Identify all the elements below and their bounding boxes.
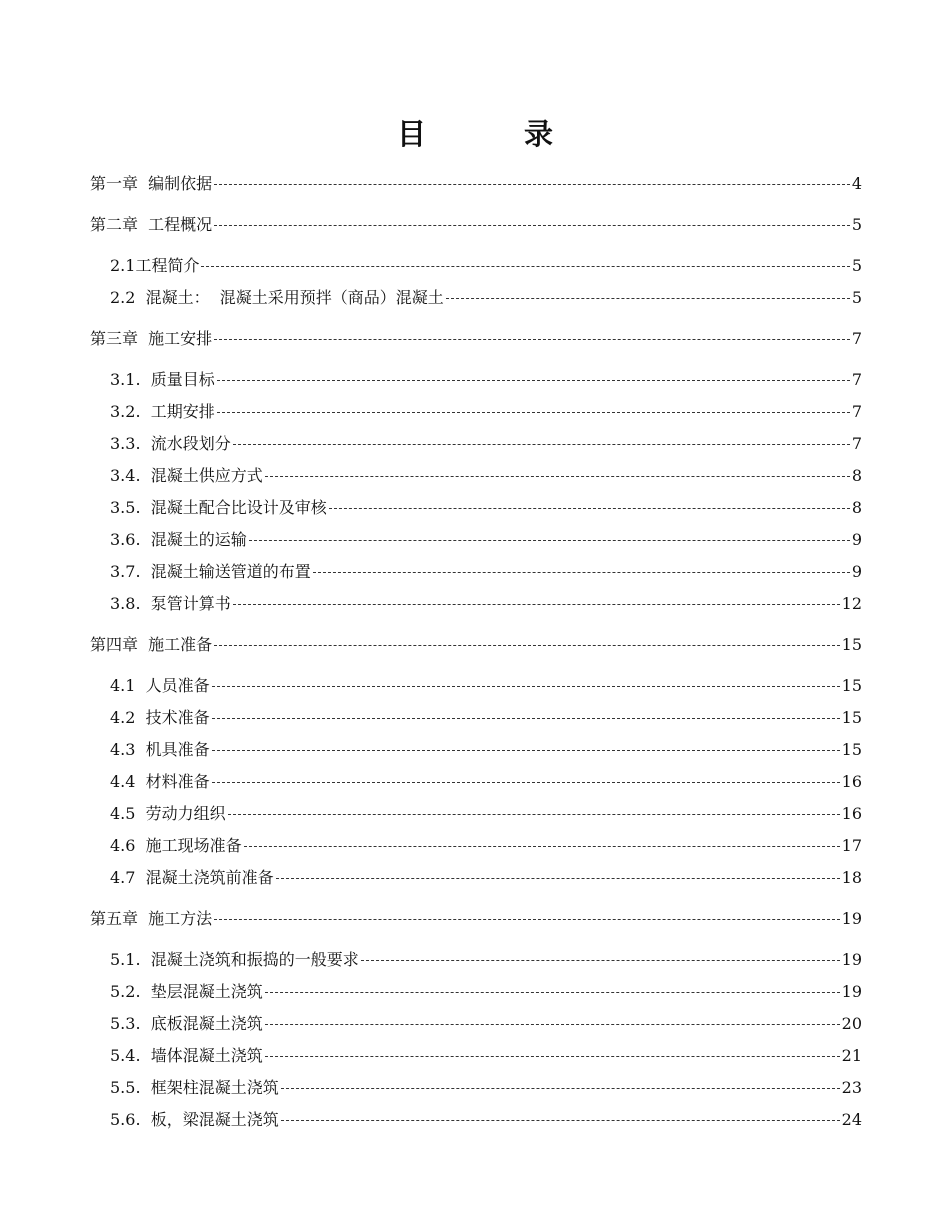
toc-entry-label: 4.4 材料准备 — [110, 772, 210, 791]
toc-dot-leader — [212, 686, 840, 687]
toc-entry-label: 3.6. 混凝土的运输 — [110, 530, 247, 549]
toc-entry-label: 第三章 施工安排 — [90, 329, 213, 348]
toc-dot-leader — [214, 184, 850, 185]
toc-entry-label: 5.4. 墙体混凝土浇筑 — [110, 1046, 263, 1065]
toc-entry-label: 4.2 技术准备 — [110, 708, 210, 727]
toc-section-entry[interactable] — [90, 434, 862, 454]
toc-entry-label: 2.1工程简介 — [110, 256, 200, 275]
toc-entry-page-number: 5 — [851, 288, 862, 307]
toc-entry-page-number: 15 — [841, 708, 862, 727]
toc-entry-label: 5.1. 混凝土浇筑和振捣的一般要求 — [110, 950, 359, 969]
table-of-contents — [90, 170, 862, 1130]
toc-entry-page-number: 21 — [841, 1046, 862, 1065]
toc-section-entry[interactable] — [90, 804, 862, 824]
toc-entry-page-number: 15 — [841, 676, 862, 695]
toc-entry-page-number: 15 — [841, 635, 862, 654]
toc-dot-leader — [212, 750, 840, 751]
toc-section-entry[interactable] — [90, 1078, 862, 1098]
toc-section-entry[interactable] — [90, 676, 862, 696]
toc-section-entry[interactable] — [90, 498, 862, 518]
toc-entry-page-number: 20 — [841, 1014, 862, 1033]
toc-entry-label: 3.5. 混凝土配合比设计及审核 — [110, 498, 327, 517]
toc-entry-label: 4.3 机具准备 — [110, 740, 210, 759]
toc-dot-leader — [244, 846, 840, 847]
toc-chapter-entry[interactable] — [90, 909, 862, 929]
toc-entry-page-number: 7 — [851, 370, 862, 389]
toc-entry-page-number: 19 — [841, 982, 862, 1001]
toc-dot-leader — [276, 878, 840, 879]
toc-entry-label: 3.4. 混凝土供应方式 — [110, 466, 263, 485]
toc-section-entry[interactable] — [90, 562, 862, 582]
toc-entry-label: 5.3. 底板混凝土浇筑 — [110, 1014, 263, 1033]
toc-entry-label: 3.2. 工期安排 — [110, 402, 215, 421]
toc-dot-leader — [361, 960, 840, 961]
toc-dot-leader — [214, 645, 839, 646]
toc-entry-label: 2.2 混凝土： 混凝土采用预拌（商品）混凝土 — [110, 288, 444, 307]
toc-entry-label: 3.8. 泵管计算书 — [110, 594, 231, 613]
toc-entry-page-number: 7 — [851, 402, 862, 421]
toc-entry-page-number: 8 — [851, 466, 862, 485]
toc-dot-leader — [265, 1024, 840, 1025]
toc-dot-leader — [281, 1120, 840, 1121]
toc-entry-label: 3.7. 混凝土输送管道的布置 — [110, 562, 311, 581]
toc-section-entry[interactable] — [90, 868, 862, 888]
toc-entry-page-number: 18 — [841, 868, 862, 887]
toc-entry-page-number: 5 — [851, 215, 862, 234]
toc-chapter-entry[interactable] — [90, 329, 862, 349]
toc-dot-leader — [329, 508, 850, 509]
toc-entry-label: 第二章 工程概况 — [90, 215, 213, 234]
toc-dot-leader — [265, 992, 840, 993]
toc-dot-leader — [265, 1056, 840, 1057]
toc-dot-leader — [233, 444, 850, 445]
toc-dot-leader — [249, 540, 850, 541]
toc-section-entry[interactable] — [90, 772, 862, 792]
toc-entry-page-number: 24 — [841, 1110, 862, 1129]
toc-dot-leader — [446, 298, 850, 299]
toc-dot-leader — [233, 604, 840, 605]
toc-section-entry[interactable] — [90, 256, 862, 276]
toc-dot-leader — [201, 266, 849, 267]
toc-entry-page-number: 16 — [841, 804, 862, 823]
toc-section-entry[interactable] — [90, 950, 862, 970]
toc-entry-page-number: 15 — [841, 740, 862, 759]
toc-entry-page-number: 12 — [841, 594, 862, 613]
toc-entry-page-number: 5 — [851, 256, 862, 275]
toc-entry-page-number: 17 — [841, 836, 862, 855]
toc-entry-page-number: 19 — [841, 909, 862, 928]
toc-entry-label: 第四章 施工准备 — [90, 635, 213, 654]
toc-dot-leader — [265, 476, 850, 477]
toc-dot-leader — [228, 814, 840, 815]
toc-dot-leader — [217, 380, 850, 381]
toc-entry-label: 4.1 人员准备 — [110, 676, 210, 695]
toc-dot-leader — [214, 225, 850, 226]
toc-section-entry[interactable] — [90, 402, 862, 422]
toc-dot-leader — [214, 339, 850, 340]
toc-section-entry[interactable] — [90, 740, 862, 760]
toc-section-entry[interactable] — [90, 594, 862, 614]
toc-section-entry[interactable] — [90, 1110, 862, 1130]
toc-section-entry[interactable] — [90, 982, 862, 1002]
toc-section-entry[interactable] — [90, 1046, 862, 1066]
toc-section-entry[interactable] — [90, 466, 862, 486]
toc-entry-page-number: 16 — [841, 772, 862, 791]
toc-chapter-entry[interactable] — [90, 635, 862, 655]
toc-entry-page-number: 8 — [851, 498, 862, 517]
toc-entry-page-number: 9 — [851, 562, 862, 581]
toc-entry-page-number: 19 — [841, 950, 862, 969]
toc-dot-leader — [212, 718, 840, 719]
toc-entry-page-number: 9 — [851, 530, 862, 549]
toc-entry-label: 5.2. 垫层混凝土浇筑 — [110, 982, 263, 1001]
toc-entry-label: 4.7 混凝土浇筑前准备 — [110, 868, 274, 887]
toc-section-entry[interactable] — [90, 836, 862, 856]
toc-section-entry[interactable] — [90, 288, 862, 308]
toc-entry-page-number: 7 — [851, 434, 862, 453]
toc-dot-leader — [212, 782, 840, 783]
toc-entry-label: 5.5. 框架柱混凝土浇筑 — [110, 1078, 279, 1097]
toc-entry-label: 3.1. 质量目标 — [110, 370, 215, 389]
toc-entry-page-number: 4 — [851, 174, 862, 193]
toc-section-entry[interactable] — [90, 1014, 862, 1034]
toc-dot-leader — [214, 919, 839, 920]
toc-entry-page-number: 23 — [841, 1078, 862, 1097]
toc-entry-page-number: 7 — [851, 329, 862, 348]
toc-dot-leader — [217, 412, 850, 413]
toc-chapter-entry[interactable] — [90, 215, 862, 235]
toc-entry-label: 第一章 编制依据 — [90, 174, 213, 193]
toc-title: 目 录 — [396, 117, 598, 151]
toc-section-entry[interactable] — [90, 530, 862, 550]
toc-section-entry[interactable] — [90, 708, 862, 728]
toc-dot-leader — [313, 572, 850, 573]
toc-entry-label: 5.6. 板，梁混凝土浇筑 — [110, 1110, 279, 1129]
toc-chapter-entry[interactable] — [90, 174, 862, 194]
toc-entry-label: 3.3. 流水段划分 — [110, 434, 231, 453]
toc-section-entry[interactable] — [90, 370, 862, 390]
toc-entry-label: 第五章 施工方法 — [90, 909, 213, 928]
toc-entry-label: 4.6 施工现场准备 — [110, 836, 242, 855]
toc-entry-label: 4.5 劳动力组织 — [110, 804, 226, 823]
toc-dot-leader — [281, 1088, 840, 1089]
